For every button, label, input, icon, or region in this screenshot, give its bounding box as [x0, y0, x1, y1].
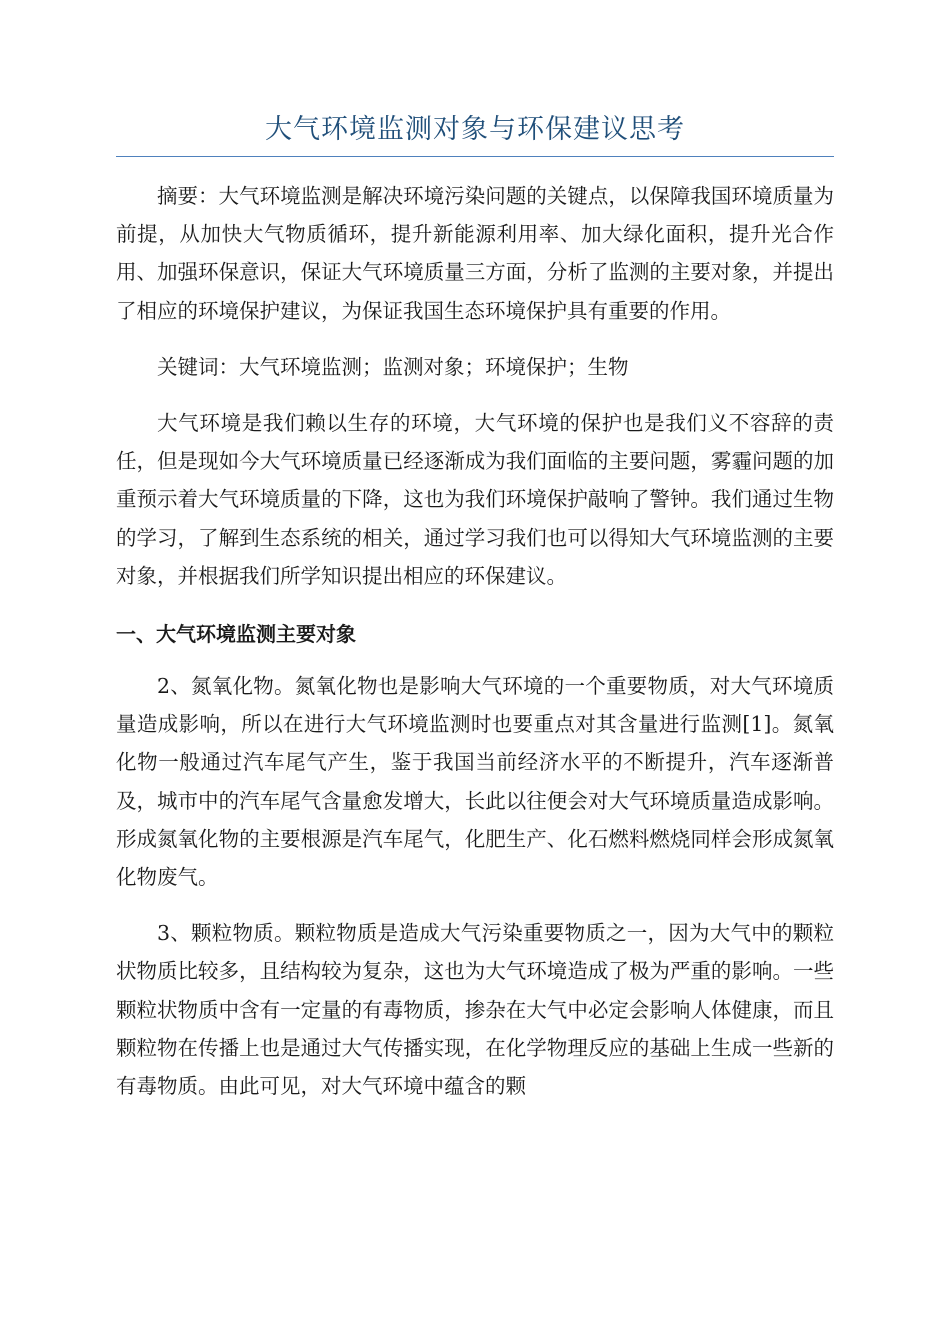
document-title: 大气环境监测对象与环保建议思考: [116, 110, 834, 157]
body-paragraph-particulates: 3、颗粒物质。颗粒物质是造成大气污染重要物质之一，因为大气中的颗粒状物质比较多，且结构较为复杂，这也为大气环境造成了极为严重的影响。一些颗粒状物质中含有一定量的有毒物质，掺杂在大气中必定会影响人体健康，而且颗粒物在传播上也是通过大气传播实现，在化学物理反应的基础上生成一些新的有毒物质。由此可见，对大气环境中蕴含的颗: [116, 921, 834, 1099]
abstract-paragraph: 摘要：大气环境监测是解决环境污染问题的关键点，以保障我国环境质量为前提，从加快大气物质循环，提升新能源利用率、加大绿化面积，提升光合作用、加强环保意识，保证大气环境质量三方面，分析了监测的主要对象，并提出了相应的环境保护建议，为保证我国生态环境保护具有重要的作用。: [116, 184, 834, 323]
keywords-paragraph: 关键词：大气环境监测；监测对象；环境保护；生物: [157, 354, 629, 379]
intro-paragraph: 大气环境是我们赖以生存的环境，大气环境的保护也是我们义不容辞的责任，但是现如今大气环境质量已经逐渐成为我们面临的主要问题，雾霾问题的加重预示着大气环境质量的下降，这也为我们环境保护敲响了警钟。我们通过生物的学习，了解到生态系统的相关，通过学习我们也可以得知大气环境监测的主要对象，并根据我们所学知识提出相应的环保建议。: [116, 411, 834, 588]
section-heading: 一、大气环境监测主要对象: [116, 622, 356, 647]
body-paragraph-nitrogen-oxides: 2、氮氧化物。氮氧化物也是影响大气环境的一个重要物质，对大气环境质量造成影响，所以在进行大气环境监测时也要重点对其含量进行监测[1]。氮氧化物一般通过汽车尾气产生，鉴于我国当前经济水平的不断提升，汽车逐渐普及，城市中的汽车尾气含量愈发增大，长此以往便会对大气环境质量造成影响。形成氮氧化物的主要根源是汽车尾气，化肥生产、化石燃料燃烧同样会形成氮氧化物废气。: [116, 674, 834, 890]
document-page: [116, 110, 834, 1105]
